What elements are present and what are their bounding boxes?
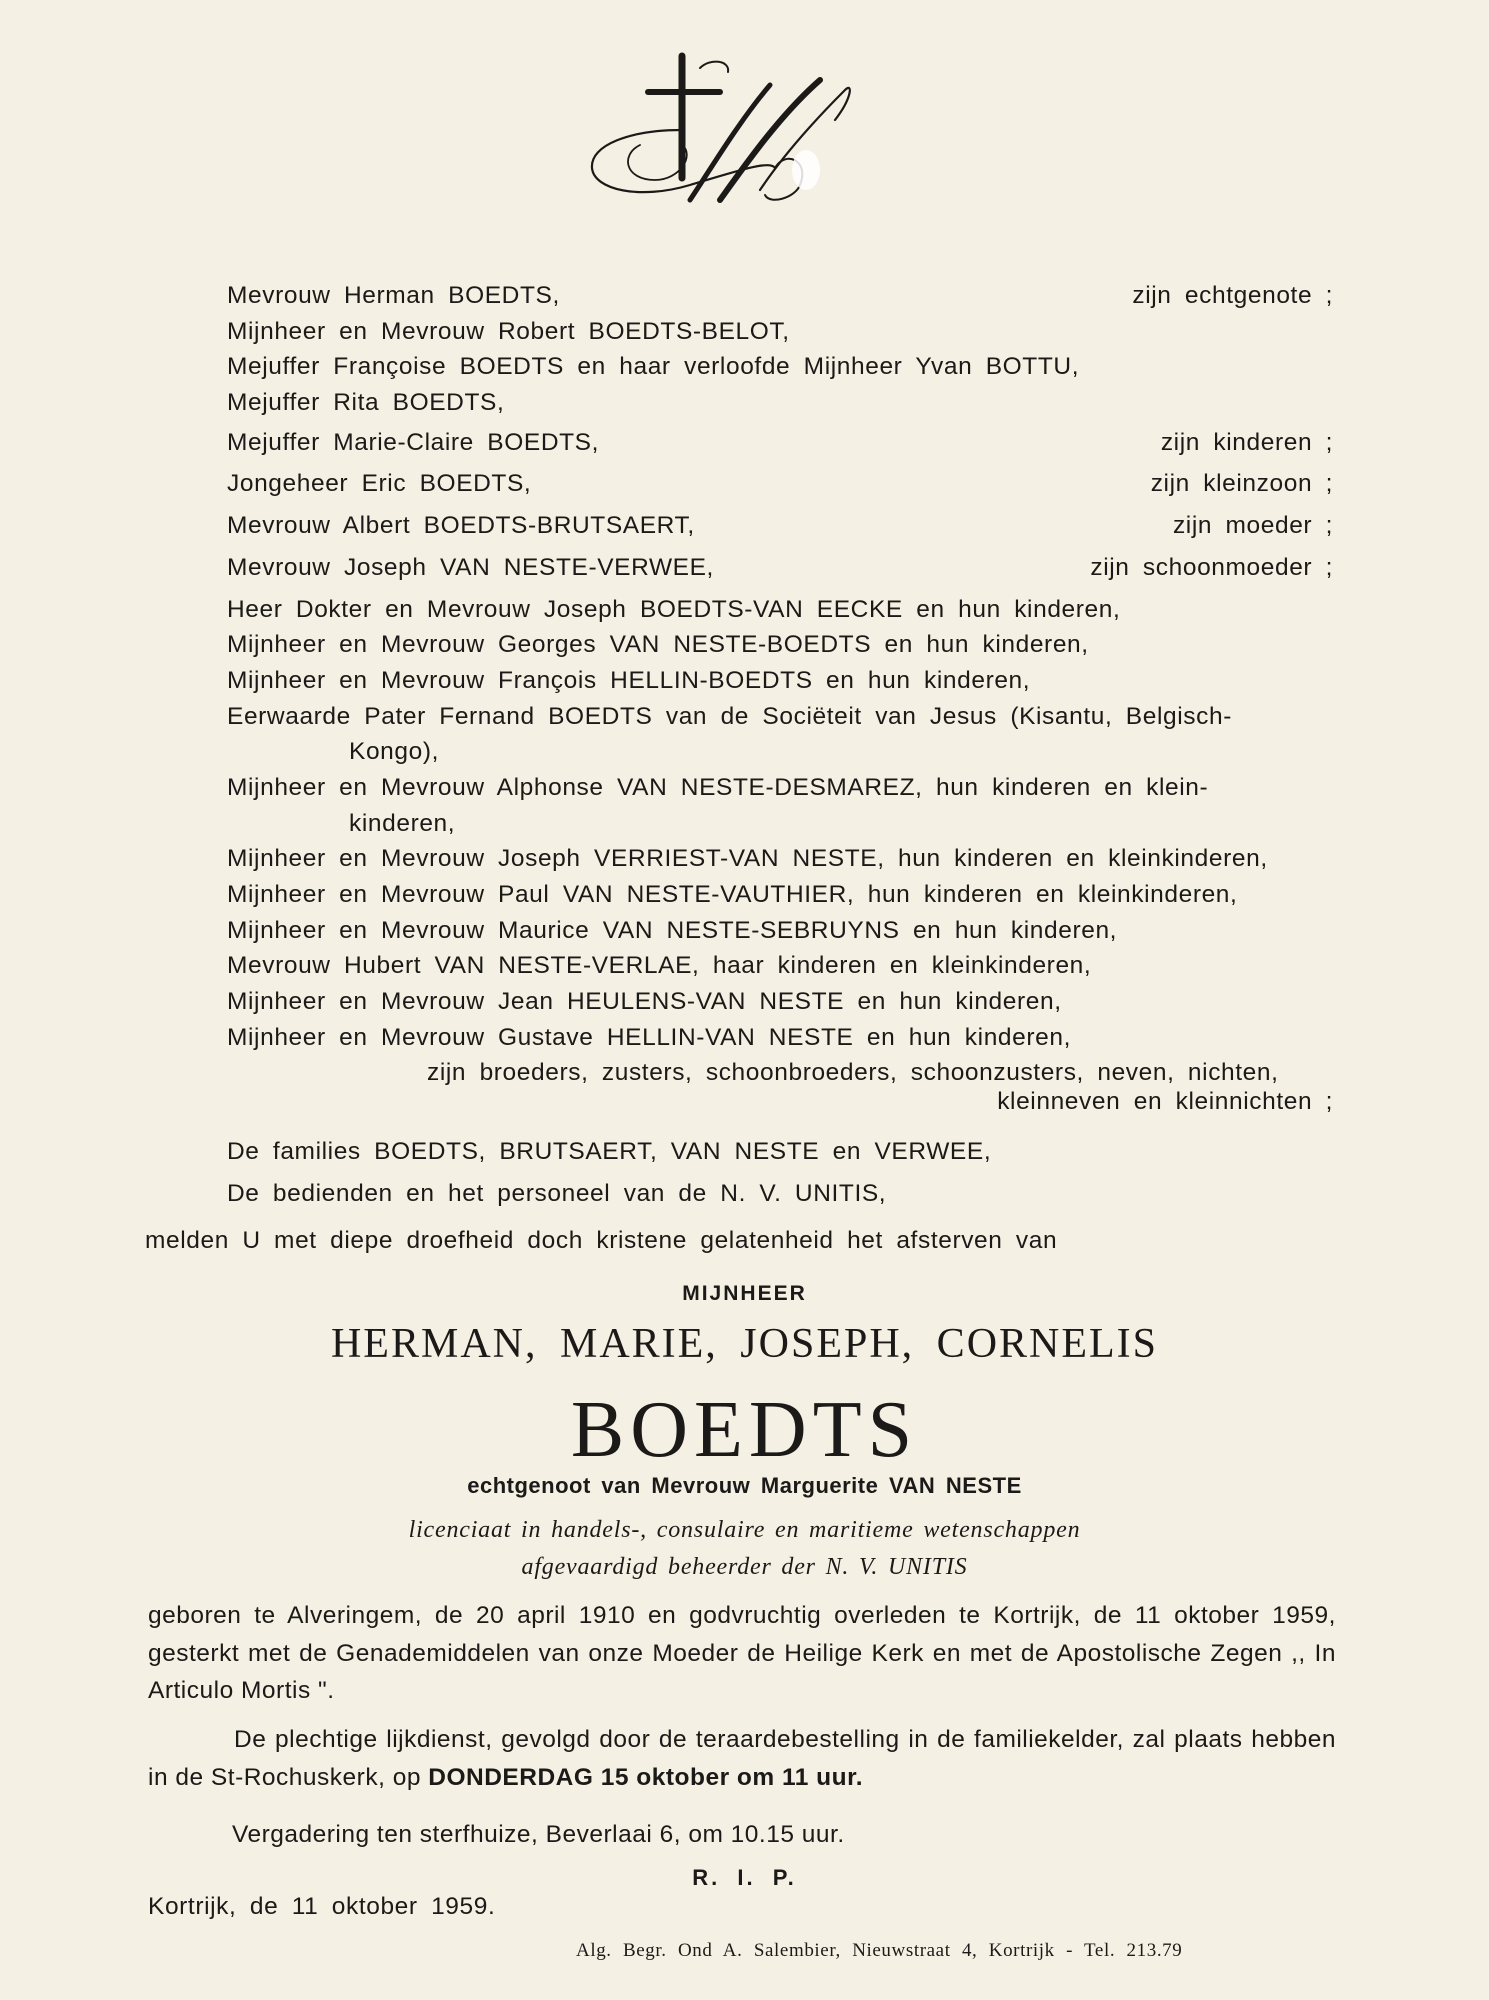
relative-row: Mevrouw Hubert VAN NESTE-VERLAE, haar kinderen en kleinkinderen, <box>227 952 1092 980</box>
relative-row: Mijnheer en Mevrouw François HELLIN-BOEDTS en hun kinderen, <box>227 666 1031 694</box>
gathering-line: Vergadering ten sterfhuize, Beverlaai 6, om 10.15 uur. <box>232 1821 845 1848</box>
announcement: melden U met diepe droefheid doch kristene gelatenheid het afsterven van <box>145 1227 1058 1254</box>
staff-line: De bedienden en het personeel van de N. V. UNITIS, <box>227 1179 887 1207</box>
printer-credit: Alg. Begr. Ond A. Salembier, Nieuwstraat 4, Kortrijk - Tel. 213.79 <box>576 1940 1183 1961</box>
relatives-closing: zijn broeders, zusters, schoonbroeders, schoonzusters, neven, nichten, <box>427 1059 1279 1087</box>
cross-monogram-emblem <box>570 50 910 225</box>
occupation-line: licenciaat in handels-, consulaire en maritieme wetenschappen <box>408 1517 1081 1543</box>
relatives-closing: kleinneven en kleinnichten ; <box>997 1088 1333 1116</box>
given-names: HERMAN, MARIE, JOSEPH, CORNELIS <box>330 1321 1159 1367</box>
families-line: De families BOEDTS, BRUTSAERT, VAN NESTE en VERWEE, <box>227 1137 992 1165</box>
mourner-row: Mevrouw Joseph VAN NESTE-VERWEE, zijn schoonmoeder ; <box>227 553 1333 581</box>
rip: R. I. P. <box>692 1865 797 1890</box>
mourner-row: Mevrouw Herman BOEDTS, zijn echtgenote ; <box>227 282 1333 309</box>
mourner-row: Mejuffer Rita BOEDTS, <box>227 389 505 417</box>
mourner-row: Jongeheer Eric BOEDTS, zijn kleinzoon ; <box>227 470 1333 498</box>
relative-row: Mijnheer en Mevrouw Georges VAN NESTE-BOEDTS en hun kinderen, <box>227 631 1089 659</box>
mourner-row: Mevrouw Albert BOEDTS-BRUTSAERT, zijn moeder ; <box>227 512 1333 540</box>
relative-row-continued: Kongo), <box>349 738 440 766</box>
monogram-top-curl <box>700 62 728 72</box>
monogram-inner <box>628 145 687 180</box>
mourners-list <box>227 278 1333 1211</box>
relative-row-continued: kinderen, <box>349 809 456 837</box>
birth-death-paragraph: geboren te Alveringem, de 20 april 1910 en godvruchtig overleden te Kortrijk, de 11 oktober 1959, gesterkt met de Genademiddelen van onze Moeder de Heilige Kerk en met de Apostolische Zegen ,, In Articulo Mortis ". <box>148 1602 1336 1705</box>
relative-row: Mijnheer en Mevrouw Jean HEULENS-VAN NESTE en hun kinderen, <box>227 988 1062 1016</box>
relative-row: Mijnheer en Mevrouw Gustave HELLIN-VAN NESTE en hun kinderen, <box>227 1023 1071 1051</box>
surname: BOEDTS <box>570 1386 919 1474</box>
relative-row: Mijnheer en Mevrouw Maurice VAN NESTE-SEBRUYNS en hun kinderen, <box>227 916 1118 944</box>
mourner-row: Mejuffer Marie-Claire BOEDTS, zijn kinderen ; <box>227 428 1333 456</box>
honorific: MIJNHEER <box>682 1282 807 1305</box>
relative-row: Mijnheer en Mevrouw Paul VAN NESTE-VAUTHIER, hun kinderen en kleinkinderen, <box>227 881 1238 908</box>
occupation-line: afgevaardigd beheerder der N. V. UNITIS <box>521 1554 968 1580</box>
place-date: Kortrijk, de 11 oktober 1959. <box>148 1893 496 1920</box>
spouse-line: echtgenoot van Mevrouw Marguerite VAN NESTE <box>467 1473 1022 1498</box>
mourner-row: Mijnheer en Mevrouw Robert BOEDTS-BELOT, <box>227 317 790 345</box>
funeral-date: DONDERDAG 15 oktober om 11 uur. <box>428 1763 864 1791</box>
funeral-paragraph: De plechtige lijkdienst, gevolgd door de teraardebestelling in de familiekelder, zal plaats hebben in de St-Rochuskerk, op DONDERDAG 15 oktober om 11 uur. <box>148 1726 1336 1791</box>
mourner-row: Mejuffer Françoise BOEDTS en haar verloofde Mijnheer Yvan BOTTU, <box>227 353 1080 381</box>
paper-damage-spot <box>792 150 820 190</box>
relative-row: Eerwaarde Pater Fernand BOEDTS van de Sociëteit van Jesus (Kisantu, Belgisch- <box>227 702 1232 730</box>
relative-row: Mijnheer en Mevrouw Alphonse VAN NESTE-DESMAREZ, hun kinderen en klein- <box>227 773 1209 801</box>
relative-row: Mijnheer en Mevrouw Joseph VERRIEST-VAN NESTE, hun kinderen en kleinkinderen, <box>227 845 1268 873</box>
relative-row: Heer Dokter en Mevrouw Joseph BOEDTS-VAN EECKE en hun kinderen, <box>227 595 1121 623</box>
